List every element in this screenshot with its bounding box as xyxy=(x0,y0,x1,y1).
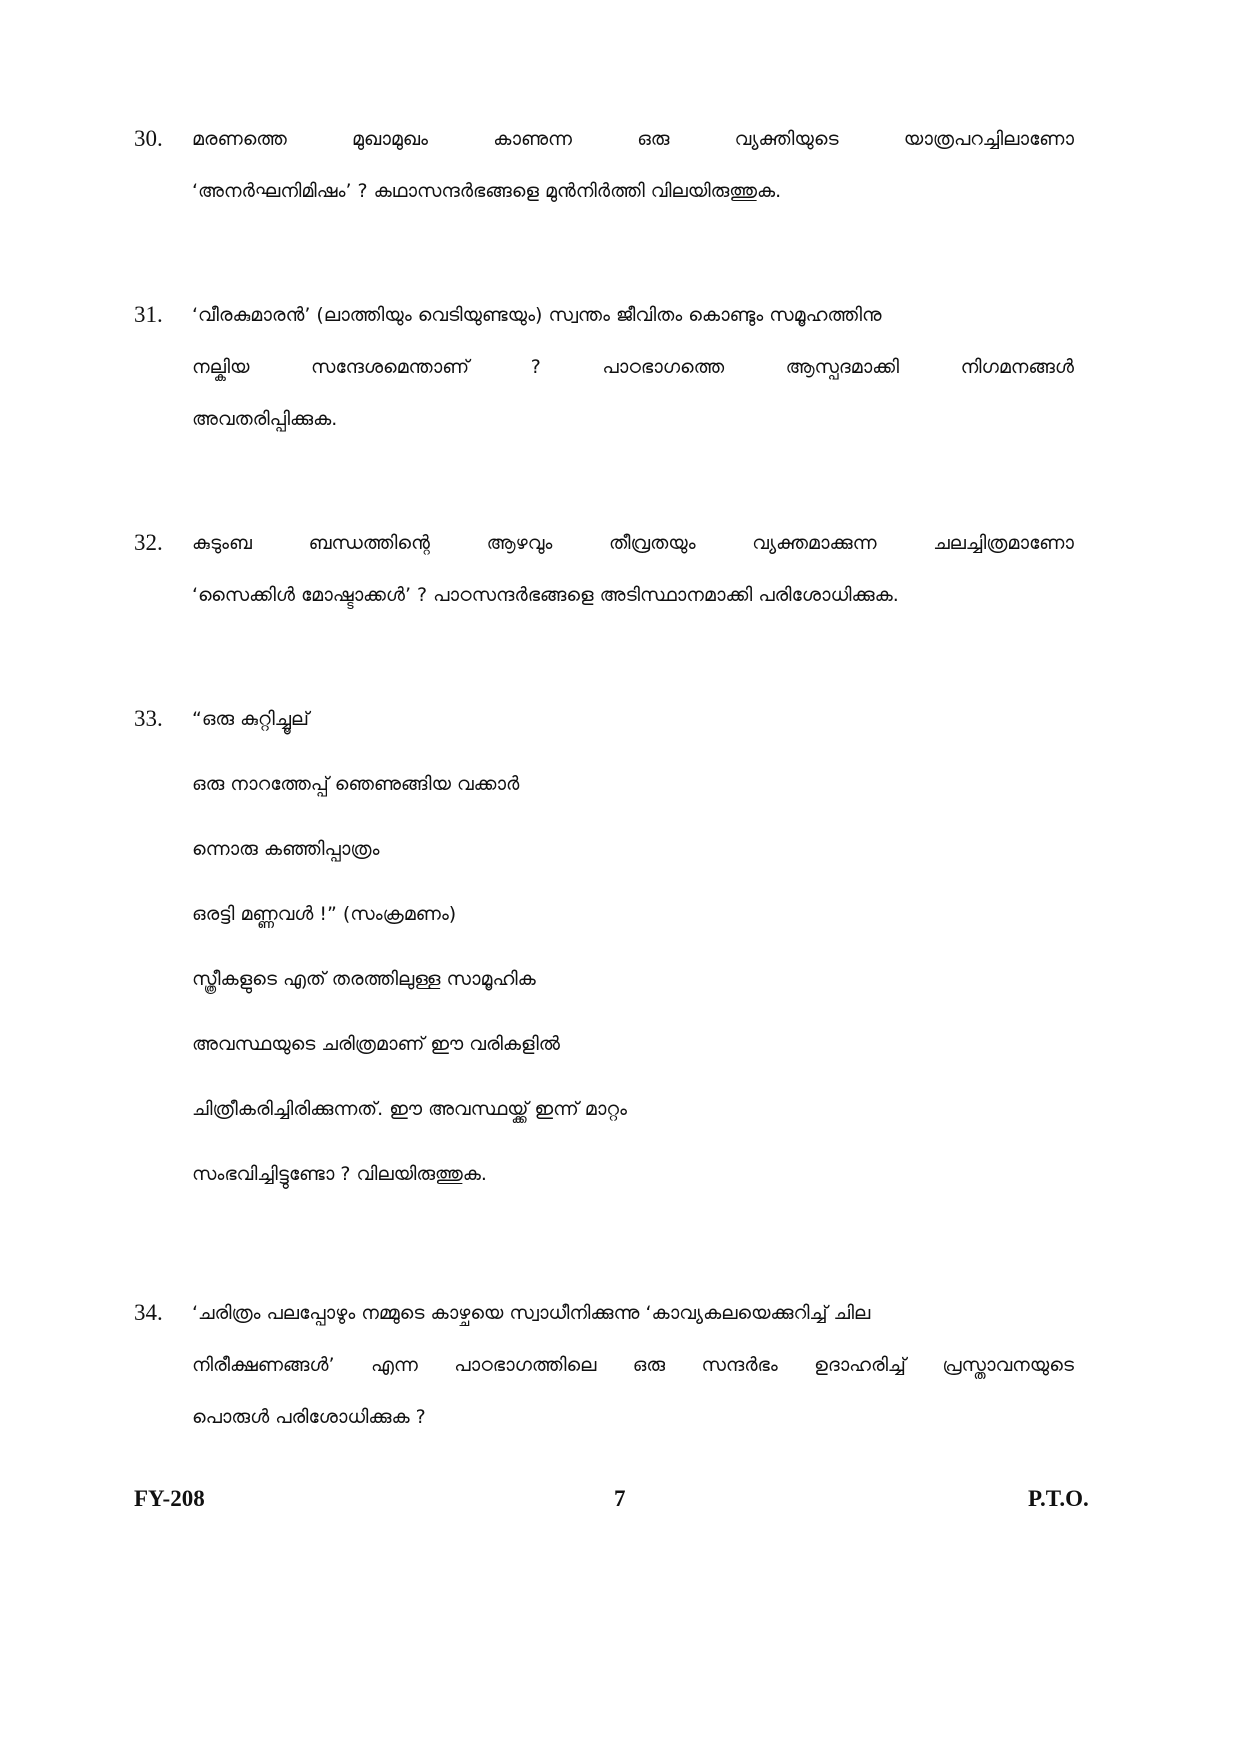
poem-line: ഒരു നാറത്തേപ്പ് ഞെണുങ്ങിയ വക്കാർ xyxy=(192,773,520,795)
question-line: സ്ത്രീകളുടെ എത് തരത്തിലുള്ള സാമൂഹിക xyxy=(192,968,536,990)
question-line: ചിത്രീകരിച്ചിരിക്കുന്നത്. ഈ അവസ്ഥയ്ക്ക് ഇന്ന് മാറ്റം xyxy=(192,1098,627,1120)
question-line: ‘ചരിത്രം പലപ്പോഴും നമ്മുടെ കാഴ്ചയെ സ്വാധീനിക്കുന്നു ‘കാവ്യകലയെക്കുറിച്ച് ചില xyxy=(192,1302,871,1324)
question-number: 33. xyxy=(134,706,163,731)
question-line: പൊരുൾ പരിശോധിക്കുക ? xyxy=(192,1406,426,1428)
word: ആഴവും xyxy=(486,532,553,554)
question-number: 32. xyxy=(134,530,163,555)
question-line xyxy=(192,1350,1074,1380)
word: നല്കിയ xyxy=(192,356,250,378)
word: യാത്രപറച്ചിലാണോ xyxy=(903,128,1074,150)
word: ഒരു xyxy=(632,1354,666,1376)
word: ചലച്ചിത്രമാണോ xyxy=(933,532,1074,554)
poem-line: “ഒരു കുറ്റിച്ചൂല് xyxy=(192,708,309,730)
question-number: 30. xyxy=(134,126,163,151)
word: മുഖാമുഖം xyxy=(352,128,429,150)
poem-line: ന്നൊരു കഞ്ഞിപ്പാത്രം xyxy=(192,838,380,860)
poem-line: ഒരട്ടി മണ്ണവൾ !” (സംക്രമണം) xyxy=(192,903,457,925)
footer-page-number: 7 xyxy=(614,1486,626,1511)
question-line xyxy=(192,528,1074,558)
word: കുടുംബ xyxy=(192,532,252,554)
question-line xyxy=(192,124,1074,154)
footer-pto: P.T.O. xyxy=(1028,1486,1089,1511)
question-line: ‘വീരകുമാരൻ’ (ലാത്തിയും വെടിയുണ്ടയും) സ്വന്തം ജീവിതം കൊണ്ടും സമൂഹത്തിനു xyxy=(192,304,882,326)
word: സന്ദർഭം xyxy=(701,1354,778,1376)
question-line: അവസ്ഥയുടെ ചരിത്രമാണ് ഈ വരികളിൽ xyxy=(192,1033,560,1055)
word: ഉദാഹരിച്ച് xyxy=(814,1354,906,1376)
word: കാണുന്ന xyxy=(493,128,573,150)
word: ബന്ധത്തിന്റെ xyxy=(308,532,430,554)
question-line: അവതരിപ്പിക്കുക. xyxy=(192,408,338,430)
question-number: 34. xyxy=(134,1300,163,1325)
question-line: ‘സൈക്കിൾ മോഷ്ടാക്കൾ’ ? പാഠസന്ദർഭങ്ങളെ അടിസ്ഥാനമാക്കി പരിശോധിക്കുക. xyxy=(192,584,899,606)
word: ഒരു xyxy=(637,128,670,150)
word: നിഗമനങ്ങൾ xyxy=(960,356,1074,378)
word: ? xyxy=(530,356,541,378)
word: പാഠഭാഗത്തെ xyxy=(602,356,725,378)
word: തീവ്രതയും xyxy=(609,532,696,554)
word: ആസ്പദമാക്കി xyxy=(785,356,899,378)
footer-paper-code: FY-208 xyxy=(134,1486,205,1511)
word: വ്യക്തിയുടെ xyxy=(734,128,839,150)
word: സന്ദേശമെന്താണ് xyxy=(310,356,470,378)
word: നിരീക്ഷണങ്ങൾ’ xyxy=(192,1354,335,1376)
question-line: ‘അനർഘനിമിഷം’ ? കഥാസന്ദർഭങ്ങളെ മുൻനിർത്തി വിലയിരുത്തുക. xyxy=(192,180,782,202)
question-number: 31. xyxy=(134,302,163,327)
question-line: സംഭവിച്ചിട്ടുണ്ടോ ? വിലയിരുത്തുക. xyxy=(192,1163,487,1185)
word: എന്ന xyxy=(370,1354,418,1376)
word: വ്യക്തമാക്കുന്ന xyxy=(752,532,877,554)
word: പ്രസ്താവനയുടെ xyxy=(942,1354,1074,1376)
word: പാഠഭാഗത്തിലെ xyxy=(454,1354,597,1376)
question-line xyxy=(192,352,1074,382)
word: മരണത്തെ xyxy=(192,128,287,150)
